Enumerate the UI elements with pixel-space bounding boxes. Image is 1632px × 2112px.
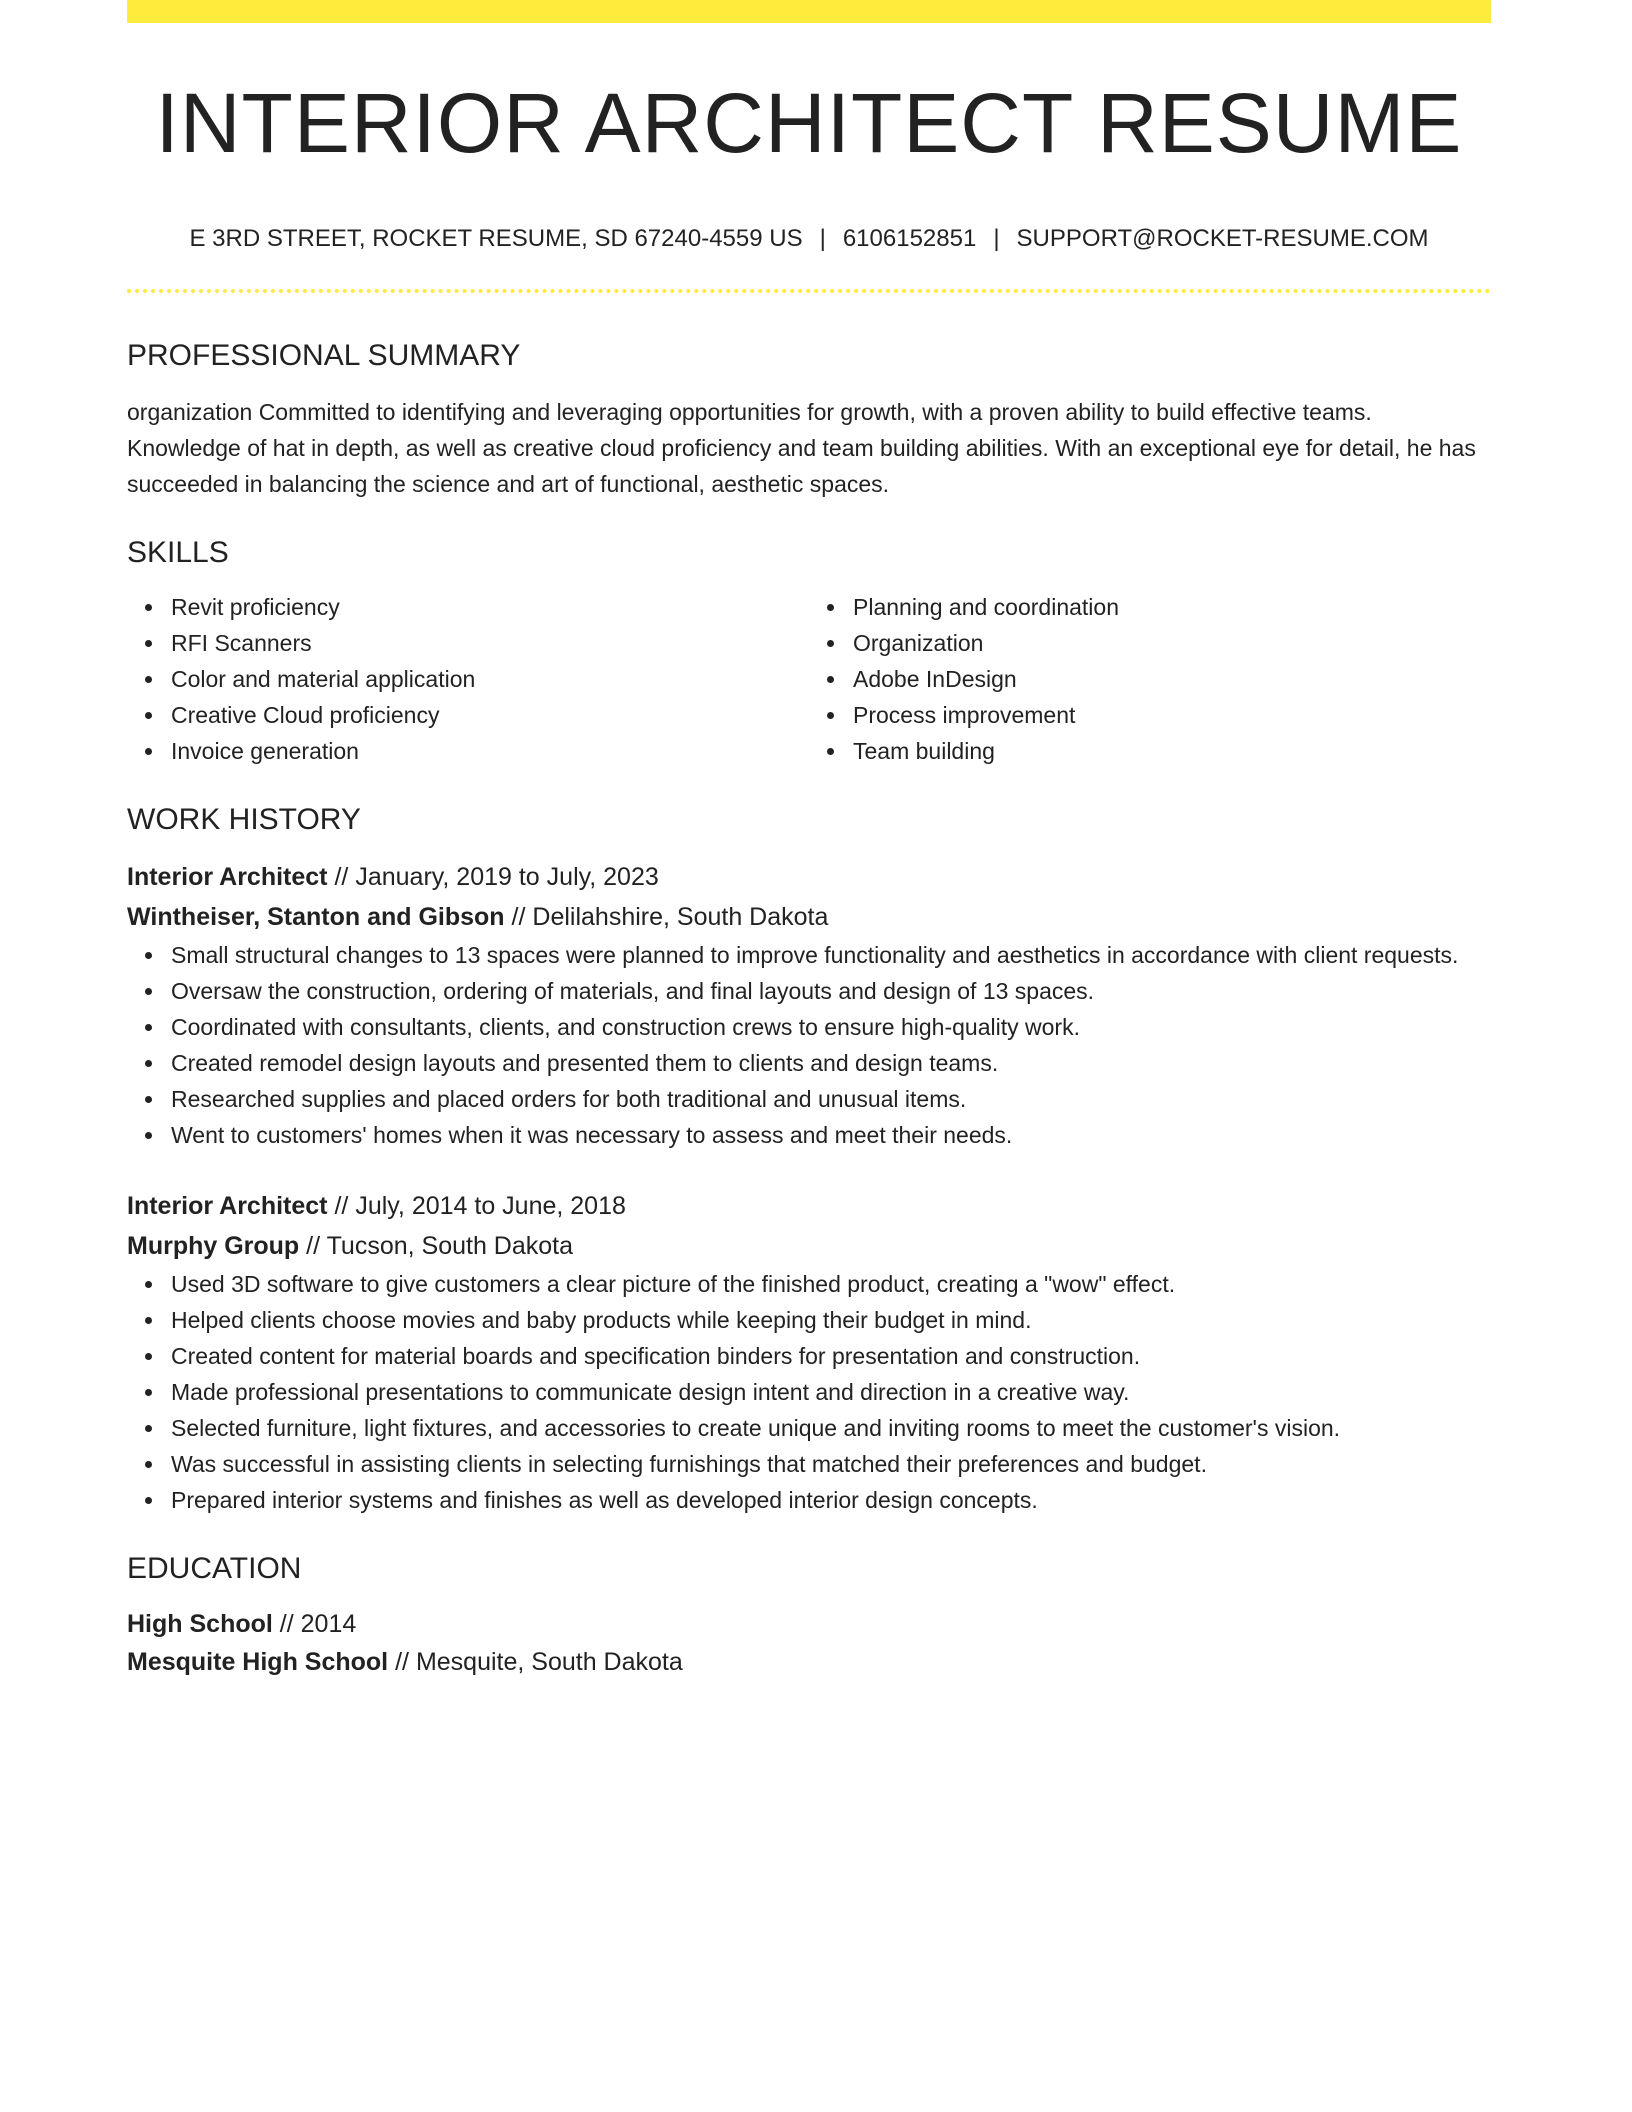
job-bullet: Went to customers' homes when it was necessary to assess and meet their needs.	[171, 1117, 1491, 1153]
job-bullet: Coordinated with consultants, clients, and construction crews to ensure high-quality work.	[171, 1009, 1491, 1045]
education-year: 2014	[300, 1610, 357, 1638]
job-company: Wintheiser, Stanton and Gibson	[127, 903, 505, 931]
job-entry	[127, 1186, 1491, 1518]
job-location: Delilahshire, South Dakota	[532, 903, 829, 931]
job-bullet-list	[127, 1266, 1491, 1518]
job-location: Tucson, South Dakota	[326, 1232, 574, 1260]
job-bullet: Helped clients choose movies and baby products while keeping their budget in mind.	[171, 1302, 1491, 1338]
education-degree-line	[127, 1605, 1491, 1643]
contact-line	[127, 227, 1491, 251]
contact-separator: |	[819, 225, 826, 252]
contact-phone: 6106152851	[842, 225, 977, 252]
skill-item: RFI Scanners	[171, 625, 809, 661]
job-bullet: Was successful in assisting clients in selecting furnishings that matched their preferences and budget.	[171, 1446, 1491, 1482]
summary-text: organization Committed to identifying and leveraging opportunities for growth, with a proven ability to build effective teams. Knowledge of hat in depth, as well as creative cloud proficiency and team building abilities. With an exceptional eye for detail, he has succeeded in balancing the science and art of functional, aesthetic spaces.	[127, 399, 1476, 497]
job-bullet-list	[127, 937, 1491, 1153]
skills-grid	[127, 589, 1491, 769]
job-bullet: Oversaw the construction, ordering of materials, and final layouts and design of 13 spaces.	[171, 973, 1491, 1009]
summary-heading: PROFESSIONAL SUMMARY	[127, 339, 521, 372]
job-entry	[127, 857, 1491, 1153]
education-location: Mesquite, South Dakota	[415, 1648, 683, 1676]
separator: //	[279, 1610, 294, 1638]
job-title-line	[127, 857, 1491, 897]
skill-item: Organization	[853, 625, 1491, 661]
separator: //	[334, 863, 349, 891]
separator: //	[395, 1648, 409, 1676]
skill-item: Creative Cloud proficiency	[171, 697, 809, 733]
skill-item: Color and material application	[171, 661, 809, 697]
job-company: Murphy Group	[127, 1232, 300, 1260]
contact-address: E 3RD STREET, ROCKET RESUME, SD 67240-4559 US	[189, 225, 803, 252]
job-title-line	[127, 1186, 1491, 1226]
separator: //	[511, 903, 526, 931]
job-company-line	[127, 897, 1491, 937]
skill-item: Invoice generation	[171, 733, 809, 769]
education-degree: High School	[127, 1610, 273, 1638]
job-bullet: Selected furniture, light fixtures, and accessories to create unique and inviting rooms to meet the customer's vision.	[171, 1410, 1491, 1446]
job-bullet: Researched supplies and placed orders for both traditional and unusual items.	[171, 1081, 1491, 1117]
job-title: Interior Architect	[127, 863, 328, 891]
work-history-heading: WORK HISTORY	[127, 803, 361, 836]
job-bullet: Used 3D software to give customers a clear picture of the finished product, creating a "wow" effect.	[171, 1266, 1491, 1302]
resume-page	[127, 0, 1491, 1681]
job-title: Interior Architect	[127, 1192, 328, 1220]
skill-item: Process improvement	[853, 697, 1491, 733]
skill-item: Revit proficiency	[171, 589, 809, 625]
resume-title: INTERIOR ARCHITECT RESUME	[155, 76, 1463, 170]
job-bullet: Created content for material boards and specification binders for presentation and construction.	[171, 1338, 1491, 1374]
education-school: Mesquite High School	[127, 1648, 389, 1676]
skill-item: Planning and coordination	[853, 589, 1491, 625]
contact-email: SUPPORT@ROCKET-RESUME.COM	[1016, 225, 1429, 252]
separator: //	[334, 1192, 349, 1220]
dotted-divider	[127, 289, 1491, 293]
education-heading: EDUCATION	[127, 1552, 302, 1585]
job-bullet: Small structural changes to 13 spaces were planned to improve functionality and aesthetics in accordance with client requests.	[171, 937, 1491, 973]
skills-left-column	[127, 589, 809, 769]
job-bullet: Prepared interior systems and finishes as well as developed interior design concepts.	[171, 1482, 1491, 1518]
job-dates: January, 2019 to July, 2023	[355, 863, 659, 891]
job-bullet: Made professional presentations to communicate design intent and direction in a creative way.	[171, 1374, 1491, 1410]
job-dates: July, 2014 to June, 2018	[355, 1192, 626, 1220]
skill-item: Team building	[853, 733, 1491, 769]
contact-separator: |	[993, 225, 1000, 252]
top-accent-bar	[127, 0, 1491, 23]
job-company-line	[127, 1226, 1491, 1266]
skill-item: Adobe InDesign	[853, 661, 1491, 697]
skills-heading: SKILLS	[127, 536, 229, 569]
education-school-line	[127, 1643, 1491, 1681]
skills-right-column	[809, 589, 1491, 769]
separator: //	[306, 1232, 321, 1260]
job-bullet: Created remodel design layouts and presented them to clients and design teams.	[171, 1045, 1491, 1081]
